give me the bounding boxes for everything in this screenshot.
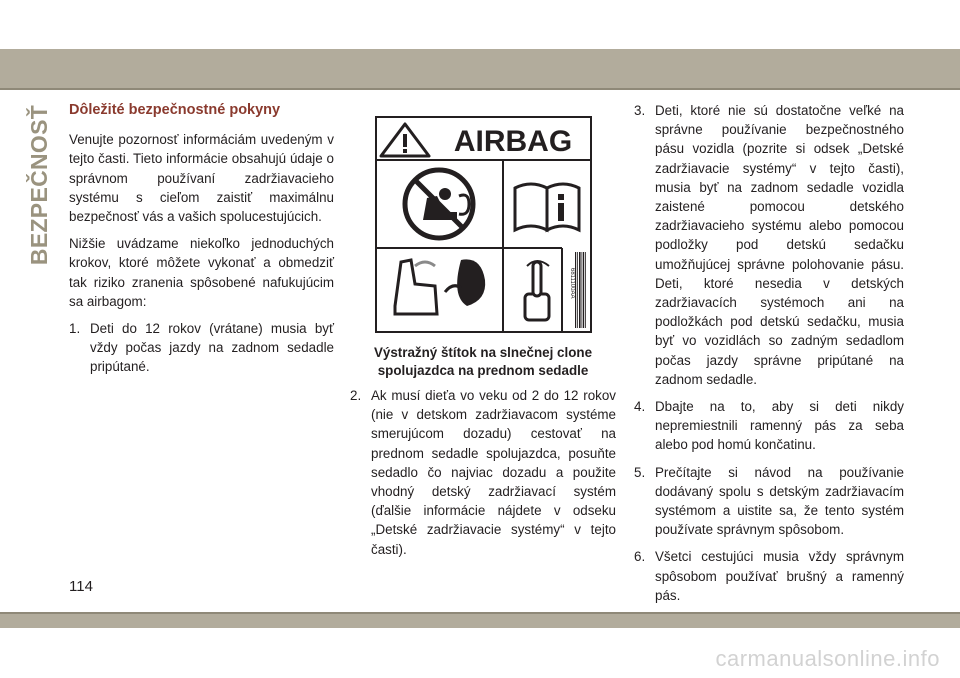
list-item: [634, 101, 904, 389]
list-number: 3.: [634, 103, 646, 118]
list-text: Prečítajte si návod na používanie dodávaný spolu s detským zadržiavacím systémom a uistite sa, že tento systém používate správnym spôsobom.: [655, 464, 904, 538]
figure-caption: Výstražný štítok na slnečnej clone spolujazdca na prednom sedadle: [373, 345, 593, 378]
section-label: BEZPEČNOSŤ: [26, 104, 52, 266]
list-text: Ak musí dieťa vo veku od 2 do 12 rokov (nie v detskom zadržiavacom systéme smerujúcom dozadu) cestovať na prednom sedadle spolujazdca, posuňte sedadlo čo najviac dozadu a použite vhodný detský zadržiavací systém (ďalšie informácie nájdete v odseku „Detské zadržiavacie systémy“ v tejto časti).: [371, 388, 616, 557]
list-text: Deti do 12 rokov (vrátane) musia byť vždy počas jazdy na zadnom sedadle pripútané.: [90, 321, 334, 375]
column-middle: [350, 386, 616, 567]
airbag-banner: AIRBAG: [453, 125, 573, 158]
list-item: [634, 463, 904, 540]
intro-paragraph: Venujte pozornosť informáciám uvedeným v tejto časti. Tieto informácie obsahujú údaje o správnom používaní zadržiavacieho systému s cieľom zaistiť maximálnu bezpečnosť vás a vašich spolucestujúcich.: [69, 132, 334, 225]
list-number: 4.: [634, 399, 646, 415]
barcode: [569, 250, 586, 330]
list-text: Všetci cestujúci musia vždy správnym spôsobom používať brušný a ramenný pás.: [655, 549, 904, 603]
section-heading: Dôležité bezpečnostné pokyny: [69, 102, 281, 118]
watermark: carmanualsonline.info: [715, 646, 940, 671]
column-right: [634, 101, 904, 613]
list-item: [634, 547, 904, 605]
airbag-warning-label: [375, 116, 592, 333]
header-band: [0, 49, 960, 88]
airbag-label-graphic: [375, 116, 592, 333]
list-item: [350, 386, 616, 559]
list-item: [634, 397, 904, 455]
footer-band: [0, 614, 960, 628]
intro-paragraph: Nižšie uvádzame niekoľko jednoduchých krokov, ktoré môžete vykonať a obmedziť tak riziko zranenia spôsobené nafukujúcim sa airbagom:: [69, 236, 334, 309]
list-text: Dbajte na to, aby si deti nikdy nepremiestnili ramenný pás za seba alebo pod homú končatinu.: [655, 399, 904, 453]
manual-book-icon: [515, 184, 579, 230]
list-number: 2.: [350, 388, 362, 403]
list-text: Deti, ktoré nie sú dostatočne veľké na správne používanie bezpečnostného pásu vozidla (pozrite si odsek „Detské zadržiavacie systémy“ v tejto časti), musia byť na zadnom sedadle vozidla zaistené pomocou detského zadržiavacieho systému alebo pomocou podložky pod detskú sedačku umožňujúcej správne polohovanie pásu. Deti, ktoré nesedia v detských zadržiavacích systémoch ani na podložkách pod detskú sedačku, musia byť vo vozidlách so zadným sedadlom počas jazdy správne pripútané na zadnom sedadle.: [655, 103, 904, 387]
barcode-code: 6811100AA: [569, 268, 575, 299]
header-rule: [0, 88, 960, 90]
section-tab: [22, 100, 56, 270]
list-number: 1.: [69, 321, 81, 337]
page-number: 114: [69, 578, 93, 595]
column-left: [69, 101, 334, 385]
list-number: 5.: [634, 464, 646, 480]
list-item: [69, 319, 334, 377]
list-number: 6.: [634, 549, 646, 565]
